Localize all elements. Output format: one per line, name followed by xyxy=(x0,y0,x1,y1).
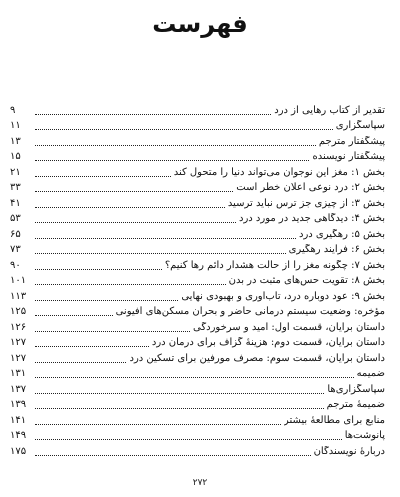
toc-entry-page: ۱۵ xyxy=(10,151,21,162)
dot-leader xyxy=(35,346,149,347)
toc-entry xyxy=(10,194,385,210)
toc-entry xyxy=(10,117,385,133)
toc-entry xyxy=(10,396,385,412)
toc-entry-title: بخش ۴: دیدگاهی جدید در مورد درد xyxy=(239,213,385,224)
dot-leader xyxy=(35,424,281,425)
toc-entry-title: داستان برایان، قسمت دوم: هزینهٔ گزاف برای درمان درد xyxy=(151,337,385,348)
dot-leader xyxy=(35,439,342,440)
page-number: ۲۷۲ xyxy=(192,478,208,488)
toc-entry xyxy=(10,380,385,396)
toc-entry-title: ضمیمه xyxy=(356,368,385,379)
dot-leader xyxy=(35,114,271,115)
toc-entry xyxy=(10,241,385,257)
toc-entry-page: ۱۲۶ xyxy=(10,321,27,333)
toc-entry-page: ۷۳ xyxy=(10,244,21,255)
toc-entry-title: دربارهٔ نویسندگان xyxy=(313,445,385,457)
toc-entry-title: بخش ۸: تقویت حس‌های مثبت در بدن xyxy=(228,275,385,286)
toc-entry-title: داستان برایان، قسمت سوم: مصرف مورفین برای تسکین درد xyxy=(129,352,385,364)
toc-entry-page: ۱۲۷ xyxy=(10,337,27,348)
toc-entry xyxy=(10,303,385,319)
toc-entry-title: مؤخره: وضعیت سیستم درمانی حاضر و بحران مسکن‌های افیونی xyxy=(115,306,385,317)
toc-entry xyxy=(10,287,385,303)
toc-entry-title: بخش ۷: چگونه مغز را از حالت هشدار دائم رها کنیم؟ xyxy=(164,259,385,271)
dot-leader xyxy=(35,129,333,130)
toc-entry-page: ۱۴۹ xyxy=(10,430,27,441)
toc-entry-page: ۳۳ xyxy=(10,182,21,193)
dot-leader xyxy=(35,253,286,254)
dot-leader xyxy=(35,269,162,270)
toc-entry-page: ۱۳ xyxy=(10,135,21,147)
toc-entry xyxy=(10,349,385,365)
dot-leader xyxy=(35,145,316,146)
toc-entry-page: ۱۴۱ xyxy=(10,414,27,426)
toc-entry-page: ۵۳ xyxy=(10,213,21,224)
toc-entry-title: بخش ۱: مغز این نوجوان می‌تواند دنیا را متحول کند xyxy=(173,166,385,178)
toc-entry xyxy=(10,101,385,117)
toc-entry-title: پیشگفتار نویسنده xyxy=(312,151,385,162)
toc-entry-page: ۱۲۷ xyxy=(10,352,27,364)
toc-entry xyxy=(10,411,385,427)
toc-entry xyxy=(10,132,385,148)
dot-leader xyxy=(35,331,190,332)
toc-entry xyxy=(10,225,385,241)
toc-entry xyxy=(10,334,385,350)
toc-entry-page: ۱۰۱ xyxy=(10,275,27,286)
toc-entry-title: داستان برایان، قسمت اول: امید و سرخوردگی xyxy=(193,321,385,333)
toc-entry-page: ۱۲۵ xyxy=(10,306,27,317)
toc-entry-page: ۲۱ xyxy=(10,166,21,178)
toc-entry-title: تقدیر از کتاب رهایی از درد xyxy=(274,104,385,116)
toc-entry-page: ۱۷۵ xyxy=(10,445,27,457)
page-title: فهرست xyxy=(152,10,248,38)
dot-leader xyxy=(35,191,233,192)
dot-leader xyxy=(35,315,113,316)
toc-entry xyxy=(10,427,385,443)
toc-entry-page: ۹ xyxy=(10,104,16,116)
toc-entry-page: ۱۱۳ xyxy=(10,290,27,302)
toc-entry-title: پیشگفتار مترجم xyxy=(318,135,385,147)
toc-entry-title: منابع برای مطالعهٔ بیشتر xyxy=(283,414,385,426)
toc-entry-page: ۱۳۹ xyxy=(10,399,27,410)
dot-leader xyxy=(35,176,171,177)
toc-entry-title: بخش ۳: از چیزی جز ترس نباید ترسید xyxy=(227,197,385,209)
toc-entry-title: بخش ۵: رهگیری درد xyxy=(299,228,385,240)
dot-leader xyxy=(35,160,309,161)
toc-entry-title: ضمیمهٔ مترجم xyxy=(326,399,385,410)
toc-entry-page: ۶۵ xyxy=(10,228,21,240)
toc-entry-title: سپاسگزاری‌ها xyxy=(327,383,385,395)
toc-entry-title: بخش ۲: درد نوعی اعلان خطر است xyxy=(236,182,385,193)
dot-leader xyxy=(35,455,311,456)
toc-entry-page: ۱۱ xyxy=(10,120,21,131)
toc-entry xyxy=(10,163,385,179)
toc-entry xyxy=(10,442,385,458)
table-of-contents xyxy=(10,101,385,458)
toc-entry-page: ۱۳۷ xyxy=(10,383,27,395)
dot-leader xyxy=(35,393,324,394)
dot-leader xyxy=(35,362,126,363)
toc-entry xyxy=(10,318,385,334)
dot-leader xyxy=(35,300,178,301)
toc-entry xyxy=(10,179,385,195)
dot-leader xyxy=(35,207,225,208)
toc-entry xyxy=(10,210,385,226)
toc-entry xyxy=(10,272,385,288)
dot-leader xyxy=(35,408,324,409)
dot-leader xyxy=(35,284,226,285)
toc-entry-title: بخش ۹: عود دوباره درد، تاب‌آوری و بهبودی نهایی xyxy=(181,290,385,302)
dot-leader xyxy=(35,238,296,239)
toc-entry-title: سپاسگزاری xyxy=(335,120,385,131)
toc-entry-title: بخش ۶: فرآیند رهگیری xyxy=(288,244,385,255)
toc-entry xyxy=(10,256,385,272)
dot-leader xyxy=(35,222,236,223)
toc-entry-page: ۱۳۱ xyxy=(10,368,27,379)
toc-entry xyxy=(10,148,385,164)
toc-entry-title: پانوشت‌ها xyxy=(344,430,385,441)
toc-entry-page: ۹۰ xyxy=(10,259,21,271)
toc-entry-page: ۴۱ xyxy=(10,197,21,209)
toc-entry xyxy=(10,365,385,381)
dot-leader xyxy=(35,377,354,378)
